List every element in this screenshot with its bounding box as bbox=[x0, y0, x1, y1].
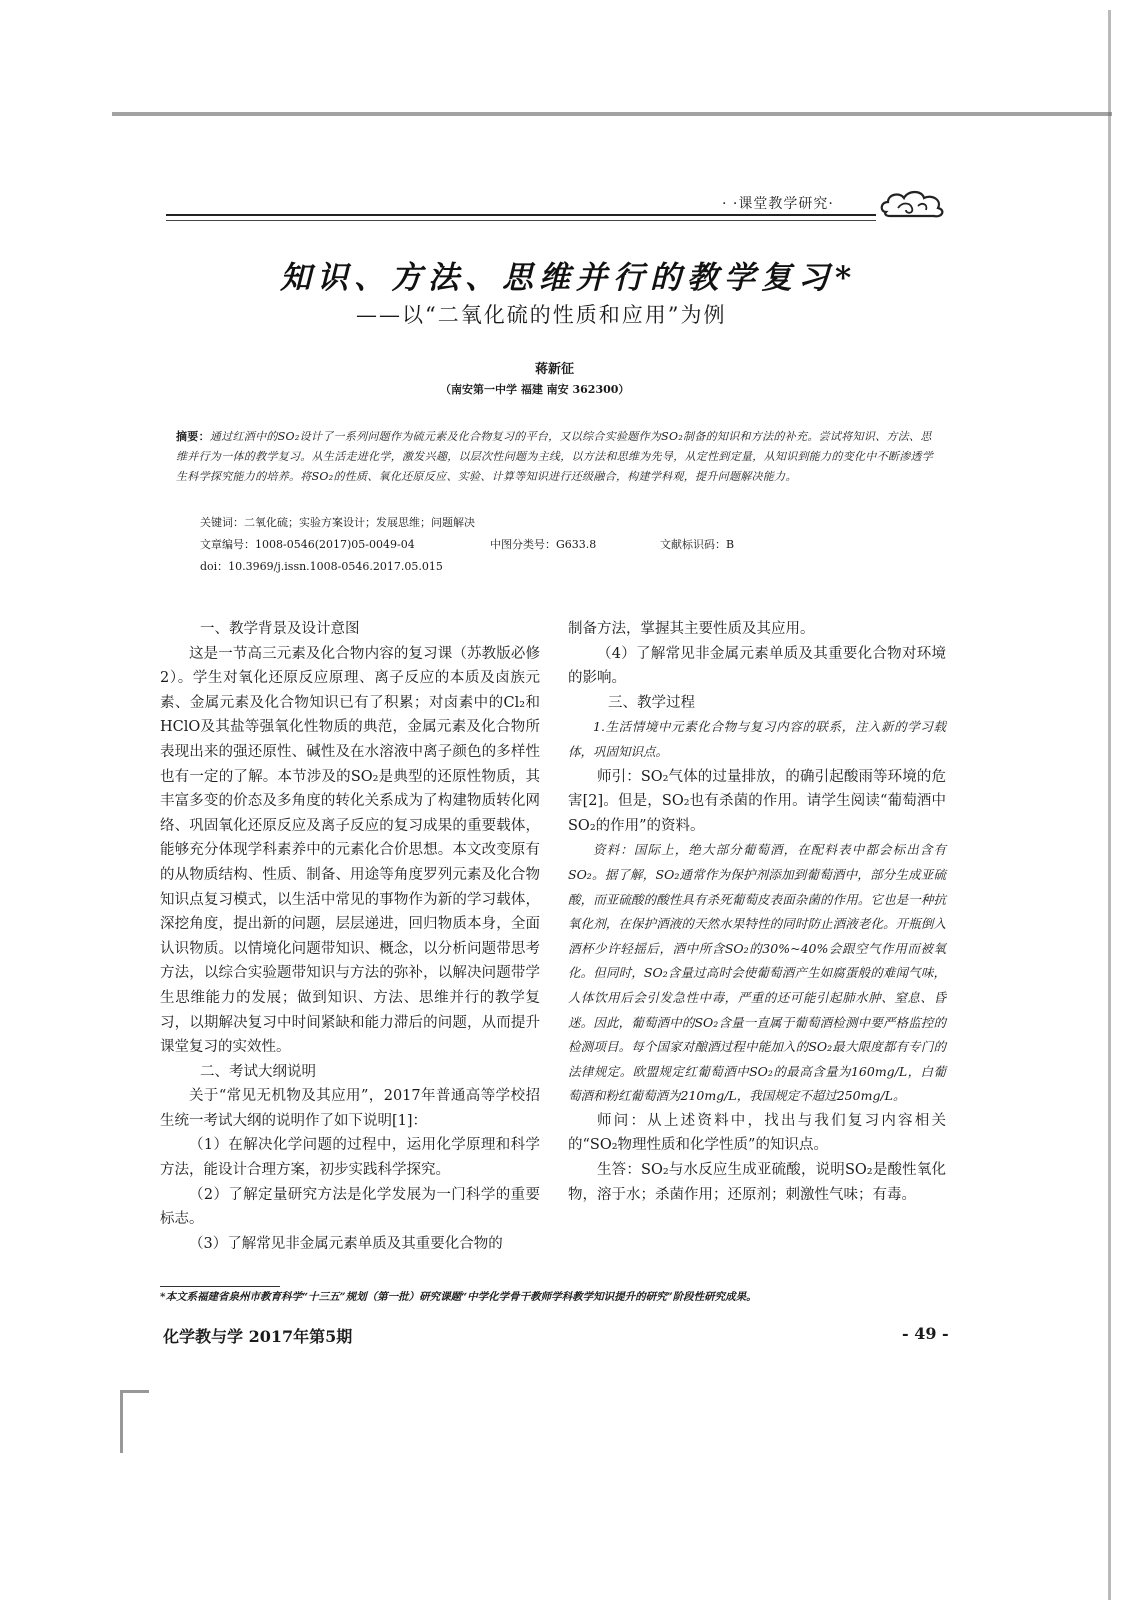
paragraph: 制备方法，掌握其主要性质及其应用。 bbox=[568, 621, 815, 637]
article-title: 知识、方法、思维并行的教学复习* bbox=[280, 260, 858, 296]
section-label: · ·课堂教学研究· bbox=[722, 196, 834, 212]
header-rule bbox=[166, 214, 876, 216]
paragraph: （1）在解决化学问题的过程中，运用化学原理和科学方法，能设计合理方案，初步实践科学探究。 bbox=[160, 1137, 540, 1179]
keywords bbox=[200, 514, 475, 530]
paragraph: 师问：从上述资料中，找出与我们复习内容相关的“SO₂物理性质和化学性质”的知识点。 bbox=[568, 1112, 946, 1154]
right-column bbox=[568, 617, 946, 1207]
paragraph: （4）了解常见非金属元素单质及其重要化合物对环境的影响。 bbox=[568, 645, 946, 687]
abstract bbox=[176, 427, 936, 487]
section-heading-3: 三、教学过程 bbox=[608, 694, 695, 711]
paragraph: 生答：SO₂与水反应生成亚硫酸，说明SO₂是酸性氧化物，溶于水；杀菌作用；还原剂；刺激性气味；有毒。 bbox=[568, 1162, 946, 1203]
material-block: 资料：国际上，绝大部分葡萄酒，在配料表中都会标出含有SO₂。据了解，SO₂通常作为保护剂添加到葡萄酒中，部分生成亚硫酸，而亚硫酸的酸性具有杀死葡萄皮表面杂菌的作用。它也是一种抗氧化剂，在保护酒液的天然水果特性的同时防止酒液老化。开瓶倒入酒杯少许轻摇后，酒中所含SO₂的30%~40%会跟空气作用而被氧化。但同时，SO₂含量过高时会使葡萄酒产生如腐蛋般的难闻气味，人体饮用后会引发急性中毒，严重的还可能引起肺水肿、窒息、昏迷。因此，葡萄酒中的SO₂含量一直属于葡萄酒检测中要严格监控的检测项目。每个国家对酿酒过程中能加入的SO₂最大限度都有专门的法律规定。欧盟规定红葡萄酒中SO₂的最高含量为160mg/L，白葡萄酒和粉红葡萄酒为210mg/L，我国规定不超过250mg/L。 bbox=[568, 842, 946, 1104]
clc-number: 中图分类号：G633.8 bbox=[490, 538, 597, 551]
document-code: 文献标识码：B bbox=[660, 538, 735, 551]
scan-right-edge bbox=[1108, 10, 1111, 1600]
paragraph: 关于“常见无机物及其应用”，2017年普通高等学校招生统一考试大纲的说明作了如下说明[1]： bbox=[160, 1088, 540, 1129]
section-heading-2: 二、考试大纲说明 bbox=[200, 1063, 316, 1080]
article-subtitle: ——以“二氧化硫的性质和应用”为例 bbox=[356, 303, 727, 327]
paragraph: 这是一节高三元素及化合物内容的复习课（苏教版必修2）。学生对氧化还原反应原理、离子反应的本质及卤族元素、金属元素及化合物知识已有了积累；对卤素中的Cl₂和HClO及其盐等强氧化性物质的典范，金属元素及化合物所表现出来的强还原性、碱性及在水溶液中离子颜色的多样性也有一定的了解。本节涉及的SO₂是典型的还原性物质，其丰富多变的价态及多角度的转化关系成为了构建物质转化网络、巩固氧化还原反应及离子反应的复习成果的重要载体，能够充分体现学科素养中的元素化合价思想。本文改变原有的从物质结构、性质、制备、用途等角度罗列元素及化合物知识点复习模式，以生活中常见的事物作为新的学习载体，深挖角度，提出新的问题，层层递进，回归物质本身，全面认识物质。以情境化问题带知识、概念，以分析问题带思考方法，以综合实验题带知识与方法的弥补，以解决问题带学生思维能力的发展；做到知识、方法、思维并行的教学复习，以期解决复习中时间紧缺和能力滞后的问题，从而提升课堂复习的实效性。 bbox=[160, 645, 540, 1056]
paragraph: 师引：SO₂气体的过量排放，的确引起酸雨等环境的危害[2]。但是，SO₂也有杀菌的作用。请学生阅读“葡萄酒中SO₂的作用”的资料。 bbox=[568, 768, 946, 834]
footnote: *本文系福建省泉州市教育科学“十三五”规划（第一批）研究课题“中学化学骨干教师学科教学知识提升的研究”阶段性研究成果。 bbox=[160, 1291, 757, 1303]
author-name: 蒋新征 bbox=[535, 362, 575, 377]
journal-name: 化学教与学 2017年第5期 bbox=[163, 1327, 353, 1346]
keywords-text: 二氧化硫；实验方案设计；发展思维；问题解决 bbox=[244, 516, 475, 529]
abstract-label: 摘要： bbox=[176, 430, 210, 443]
scan-corner-mark bbox=[120, 1390, 149, 1453]
step-heading: 1.生活情境中元素化合物与复习内容的联系，注入新的学习载体，巩固知识点。 bbox=[568, 719, 946, 759]
left-column bbox=[160, 617, 540, 1256]
article-number: 文章编号：1008-0546(2017)05-0049-04 bbox=[200, 538, 415, 551]
header-rule-thin bbox=[166, 220, 876, 221]
article-metadata bbox=[200, 536, 800, 552]
scan-top-edge bbox=[112, 112, 1112, 116]
abstract-text: 通过红酒中的SO₂设计了一系列问题作为硫元素及化合物复习的平台，又以综合实验题作为SO₂制备的知识和方法的补充。尝试将知识、方法、思维并行为一体的教学复习。从生活走进化学，激发兴趣，以层次性问题为主线，以方法和思维为先导，从定性到定量，从知识到能力的变化中不断渗透学生科学探究能力的培养。将SO₂的性质、氧化还原反应、实验、计算等知识进行还级融合，构建学科观，提升问题解决能力。 bbox=[176, 430, 934, 483]
section-heading-1: 一、教学背景及设计意图 bbox=[200, 621, 360, 637]
footnote-rule bbox=[160, 1286, 280, 1287]
keywords-label: 关键词： bbox=[200, 516, 244, 529]
author-affiliation: （南安第一中学 福建 南安 362300） bbox=[440, 383, 630, 396]
page-number: - 49 - bbox=[902, 1324, 949, 1343]
doi: doi：10.3969/j.issn.1008-0546.2017.05.015 bbox=[200, 560, 443, 573]
cloud-ornament-icon bbox=[878, 186, 948, 222]
paragraph: （2）了解定量研究方法是化学发展为一门科学的重要标志。 bbox=[160, 1186, 540, 1228]
paragraph: （3）了解常见非金属元素单质及其重要化合物的 bbox=[189, 1235, 503, 1252]
